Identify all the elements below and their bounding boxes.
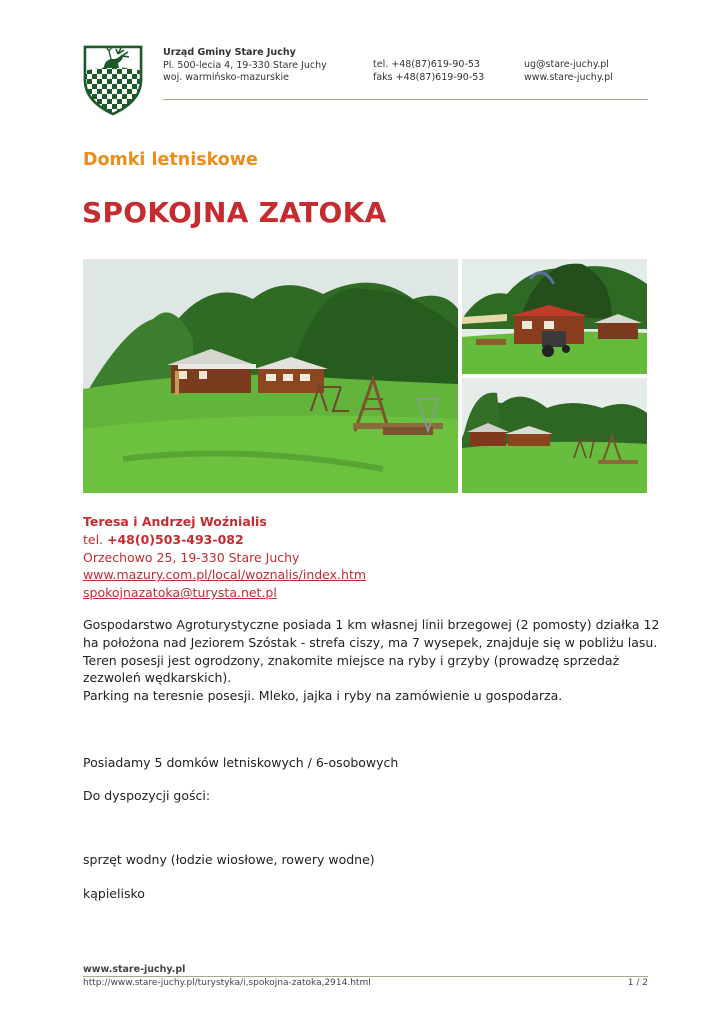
header-phone: tel. +48(87)619-90-53	[373, 59, 480, 70]
amenity-item: sprzęt wodny (łodzie wiosłowe, rowery wodne)	[83, 852, 375, 867]
photo-cottages-meadow	[462, 378, 647, 493]
header-divider	[163, 99, 648, 100]
footer-divider	[83, 976, 648, 977]
header-email[interactable]: ug@stare-juchy.pl	[524, 59, 609, 70]
amenities-intro: Do dyspozycji gości:	[83, 788, 211, 803]
photo-cottage-with-tractor	[462, 259, 647, 374]
description-paragraph: Gospodarstwo Agroturystyczne posiada 1 km własnej linii brzegowej (2 pomosty) działka 12 ha położona nad Jeziorem Szóstak - strefa ciszy, ma 7 wysepek, znajduje się w pobliżu lasu. Teren posesji jest ogrodzony, znakomite miejsce na ryby i grzyby (prowadzę sprzedaż zezwoleń wędkarskich). Parking na teresnie posesji. Mleko, jajka i ryby na zamówienie u gospodarza.	[83, 617, 660, 704]
org-name: Urząd Gminy Stare Juchy	[163, 47, 296, 58]
footer-url[interactable]: http://www.stare-juchy.pl/turystyka/i,spokojna-zatoka,2914.html	[83, 978, 371, 988]
page-number: 1 / 2	[627, 978, 648, 988]
contact-block	[83, 513, 366, 602]
contact-website-link[interactable]: www.mazury.com.pl/local/woznalis/index.htm	[83, 567, 367, 583]
phone-label: tel.	[83, 531, 108, 547]
header-address-block	[163, 47, 327, 85]
page-title: SPOKOJNA ZATOKA	[82, 196, 387, 229]
coat-of-arms-icon	[82, 44, 144, 116]
header-phone-block	[373, 59, 484, 84]
amenity-item: kąpielisko	[83, 886, 145, 901]
address-line-1: Pl. 500-lecia 4, 19-330 Stare Juchy	[163, 59, 327, 71]
address-line-2: woj. warmińsko-mazurskie	[163, 72, 289, 83]
header-website[interactable]: www.stare-juchy.pl	[524, 71, 613, 83]
footer-site[interactable]: www.stare-juchy.pl	[83, 964, 186, 975]
contact-email-link[interactable]: spokojnazatoka@turysta.net.pl	[83, 585, 277, 601]
contact-address: Orzechowo 25, 19-330 Stare Juchy	[83, 549, 300, 565]
cottages-info: Posiadamy 5 domków letniskowych / 6-osobowych	[83, 755, 399, 770]
owner-name: Teresa i Andrzej Woźnialis	[83, 514, 267, 529]
contact-phone	[83, 531, 366, 549]
phone-number: +48(0)503-493-082	[107, 531, 244, 547]
header-contact-block	[524, 59, 613, 84]
main-photo	[83, 259, 458, 493]
section-title: Domki letniskowe	[83, 150, 258, 170]
header-fax: faks +48(87)619-90-53	[373, 71, 485, 83]
